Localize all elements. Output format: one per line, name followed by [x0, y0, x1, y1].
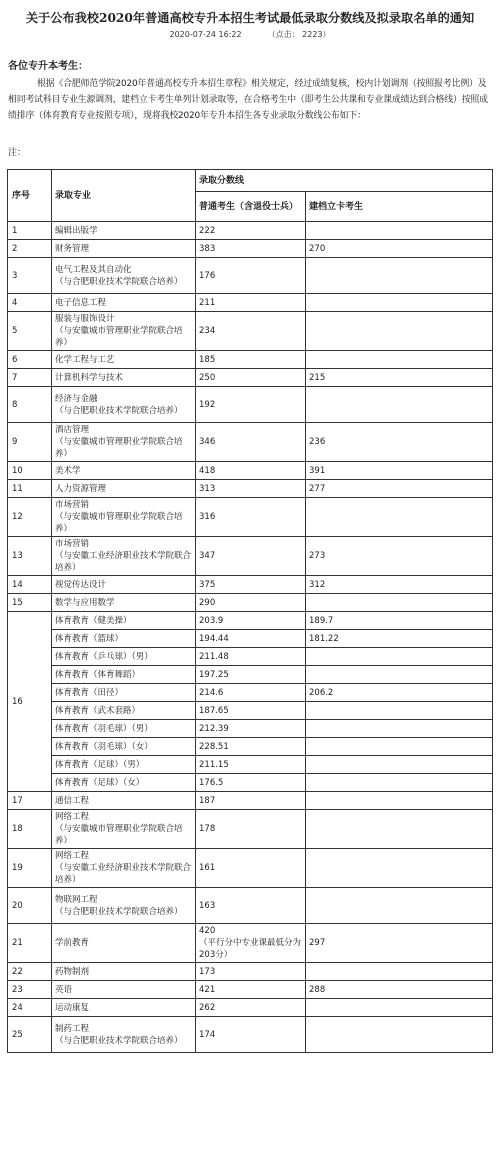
note-label: 注：: [8, 148, 27, 158]
row-regular-score: 174: [196, 1017, 306, 1053]
table-row: [8, 999, 493, 1017]
row-regular-score: 420 （平行分中专业课最低分为203分）: [196, 924, 306, 963]
row-poverty-score: [306, 999, 493, 1017]
table-row: [8, 240, 493, 258]
row-poverty-score: 288: [306, 981, 493, 999]
table-row: [8, 537, 493, 576]
row-seq: 18: [8, 810, 52, 849]
table-row: [8, 738, 493, 756]
row-seq: 17: [8, 792, 52, 810]
score-table-body: [8, 170, 493, 1053]
row-poverty-score: [306, 720, 493, 738]
row-seq: 2: [8, 240, 52, 258]
row-regular-score: 187: [196, 792, 306, 810]
row-poverty-score: [306, 888, 493, 924]
row-major: 药物制剂: [52, 963, 196, 981]
row-seq: 15: [8, 594, 52, 612]
row-seq: 14: [8, 576, 52, 594]
row-seq: 20: [8, 888, 52, 924]
header-regular: 普通考生（含退役士兵）: [196, 192, 306, 222]
row-seq: 23: [8, 981, 52, 999]
row-major: 体育教育（武术套路）: [52, 702, 196, 720]
row-poverty-score: [306, 312, 493, 351]
row-seq: 6: [8, 351, 52, 369]
row-seq: 8: [8, 387, 52, 423]
table-row: [8, 423, 493, 462]
row-regular-score: 421: [196, 981, 306, 999]
row-poverty-score: 215: [306, 369, 493, 387]
page-title: 关于公布我校2020年普通高校专升本招生考试最低录取分数线及拟录取名单的通知: [25, 11, 475, 25]
row-poverty-score: 312: [306, 576, 493, 594]
row-regular-score: 290: [196, 594, 306, 612]
table-row: [8, 720, 493, 738]
row-regular-score: 163: [196, 888, 306, 924]
row-seq: 12: [8, 498, 52, 537]
row-poverty-score: 391: [306, 462, 493, 480]
row-poverty-score: [306, 738, 493, 756]
table-row: [8, 258, 493, 294]
table-row: [8, 810, 493, 849]
row-regular-score: 176.5: [196, 774, 306, 792]
row-seq: 3: [8, 258, 52, 294]
row-major: 经济与金融 （与合肥职业技术学院联合培养）: [52, 387, 196, 423]
row-major: 体育教育（羽毛球）（女）: [52, 738, 196, 756]
row-major: 体育教育（篮球）: [52, 630, 196, 648]
header-score-group: 录取分数线: [196, 170, 493, 192]
table-row: [8, 1017, 493, 1053]
row-major: 运动康复: [52, 999, 196, 1017]
table-row: [8, 963, 493, 981]
row-regular-score: 262: [196, 999, 306, 1017]
row-major: 体育教育（足球）（男）: [52, 756, 196, 774]
row-poverty-score: [306, 258, 493, 294]
row-major: 市场营销 （与安徽城市管理职业学院联合培养）: [52, 498, 196, 537]
row-regular-score: 313: [196, 480, 306, 498]
row-poverty-score: 270: [306, 240, 493, 258]
row-regular-score: 212.39: [196, 720, 306, 738]
row-regular-score: 187.65: [196, 702, 306, 720]
row-poverty-score: 189.7: [306, 612, 493, 630]
row-regular-score: 250: [196, 369, 306, 387]
table-row: [8, 498, 493, 537]
row-regular-score: 211: [196, 294, 306, 312]
table-row: [8, 294, 493, 312]
header-row-1: [8, 170, 493, 192]
row-major: 通信工程: [52, 792, 196, 810]
row-major: 财务管理: [52, 240, 196, 258]
row-major: 化学工程与工艺: [52, 351, 196, 369]
row-seq: 4: [8, 294, 52, 312]
table-row: [8, 480, 493, 498]
row-poverty-score: [306, 387, 493, 423]
row-poverty-score: [306, 594, 493, 612]
row-poverty-score: 273: [306, 537, 493, 576]
table-row: [8, 576, 493, 594]
row-seq: 25: [8, 1017, 52, 1053]
row-regular-score: 375: [196, 576, 306, 594]
header-seq: 序号: [8, 170, 52, 222]
row-major: 体育教育（田径）: [52, 684, 196, 702]
row-seq: 22: [8, 963, 52, 981]
row-regular-score: 173: [196, 963, 306, 981]
click-count: （点击： 2223）: [267, 30, 331, 39]
table-row: [8, 774, 493, 792]
row-poverty-score: [306, 1017, 493, 1053]
row-regular-score: 185: [196, 351, 306, 369]
table-row: [8, 924, 493, 963]
row-regular-score: 203.9: [196, 612, 306, 630]
row-regular-score: 214.6: [196, 684, 306, 702]
row-poverty-score: 181.22: [306, 630, 493, 648]
row-seq: 24: [8, 999, 52, 1017]
row-regular-score: 383: [196, 240, 306, 258]
row-regular-score: 346: [196, 423, 306, 462]
row-regular-score: 347: [196, 537, 306, 576]
table-row: [8, 630, 493, 648]
table-row: [8, 351, 493, 369]
row-seq: 19: [8, 849, 52, 888]
row-regular-score: 192: [196, 387, 306, 423]
row-major: 英语: [52, 981, 196, 999]
row-poverty-score: 236: [306, 423, 493, 462]
row-major: 编辑出版学: [52, 222, 196, 240]
row-major: 网络工程 （与安徽城市管理职业学院联合培养）: [52, 810, 196, 849]
row-poverty-score: [306, 294, 493, 312]
row-seq: 21: [8, 924, 52, 963]
row-poverty-score: [306, 849, 493, 888]
row-major: 制药工程 （与合肥职业技术学院联合培养）: [52, 1017, 196, 1053]
row-major: 体育教育（足球）（女）: [52, 774, 196, 792]
row-major: 服装与服饰设计 （与安徽城市管理职业学院联合培养）: [52, 312, 196, 351]
publish-date: 2020-07-24 16:22: [169, 30, 242, 39]
row-major: 市场营销 （与安徽工业经济职业技术学院联合培养）: [52, 537, 196, 576]
row-seq: 13: [8, 537, 52, 576]
table-row: [8, 369, 493, 387]
table-row: [8, 387, 493, 423]
row-poverty-score: 206.2: [306, 684, 493, 702]
table-row: [8, 702, 493, 720]
header-major: 录取专业: [52, 170, 196, 222]
table-row: [8, 612, 493, 630]
row-major: 人力资源管理: [52, 480, 196, 498]
row-major: 酒店管理 （与安徽城市管理职业学院联合培养）: [52, 423, 196, 462]
row-major: 体育教育（乒乓球）（男）: [52, 648, 196, 666]
row-poverty-score: [306, 222, 493, 240]
row-major: 体育教育（体育舞蹈）: [52, 666, 196, 684]
row-poverty-score: [306, 792, 493, 810]
row-regular-score: 316: [196, 498, 306, 537]
table-row: [8, 684, 493, 702]
header-poverty: 建档立卡考生: [306, 192, 493, 222]
table-row: [8, 222, 493, 240]
row-poverty-score: [306, 756, 493, 774]
row-poverty-score: 297: [306, 924, 493, 963]
row-major: 学前教育: [52, 924, 196, 963]
row-poverty-score: [306, 351, 493, 369]
greeting: 各位专升本考生：: [8, 61, 88, 72]
row-regular-score: 418: [196, 462, 306, 480]
row-poverty-score: [306, 963, 493, 981]
row-seq: 16: [8, 612, 52, 792]
row-regular-score: 234: [196, 312, 306, 351]
row-regular-score: 178: [196, 810, 306, 849]
row-major: 体育教育（羽毛球）（男）: [52, 720, 196, 738]
table-row: [8, 666, 493, 684]
table-row: [8, 756, 493, 774]
table-row: [8, 888, 493, 924]
row-major: 美术学: [52, 462, 196, 480]
table-row: [8, 981, 493, 999]
score-table: [7, 169, 493, 1053]
row-poverty-score: 277: [306, 480, 493, 498]
row-seq: 11: [8, 480, 52, 498]
row-seq: 5: [8, 312, 52, 351]
row-regular-score: 228.51: [196, 738, 306, 756]
row-regular-score: 194.44: [196, 630, 306, 648]
table-row: [8, 849, 493, 888]
table-row: [8, 312, 493, 351]
row-poverty-score: [306, 666, 493, 684]
row-major: 网络工程 （与安徽工业经济职业技术学院联合培养）: [52, 849, 196, 888]
row-major: 数学与应用数学: [52, 594, 196, 612]
table-row: [8, 594, 493, 612]
row-seq: 1: [8, 222, 52, 240]
row-major: 物联网工程 （与合肥职业技术学院联合培养）: [52, 888, 196, 924]
row-seq: 7: [8, 369, 52, 387]
row-regular-score: 176: [196, 258, 306, 294]
row-poverty-score: [306, 648, 493, 666]
row-regular-score: 222: [196, 222, 306, 240]
row-regular-score: 161: [196, 849, 306, 888]
table-row: [8, 648, 493, 666]
publish-meta: [0, 29, 500, 40]
row-major: 体育教育（健美操）: [52, 612, 196, 630]
row-seq: 9: [8, 423, 52, 462]
row-poverty-score: [306, 810, 493, 849]
row-regular-score: 197.25: [196, 666, 306, 684]
row-poverty-score: [306, 498, 493, 537]
row-poverty-score: [306, 774, 493, 792]
row-poverty-score: [306, 702, 493, 720]
row-seq: 10: [8, 462, 52, 480]
row-major: 电子信息工程: [52, 294, 196, 312]
row-major: 视觉传达设计: [52, 576, 196, 594]
row-major: 计算机科学与技术: [52, 369, 196, 387]
row-major: 电气工程及其自动化 （与合肥职业技术学院联合培养）: [52, 258, 196, 294]
table-row: [8, 792, 493, 810]
row-regular-score: 211.48: [196, 648, 306, 666]
intro-paragraph: 根据《合肥师范学院2020年普通高校专升本招生章程》相关规定，经过成绩复核，校内计划调剂（按照报考比例）及相同考试科目专业生源调剂，建档立卡考生单列计划录取等，在合格考生中（即考生公共课和专业课成绩达到合格线）按照成绩排序（体育教育专业按照专项），现将我校2020年专升本招生各专业录取分数线公布如下：: [8, 79, 488, 121]
table-row: [8, 462, 493, 480]
row-regular-score: 211.15: [196, 756, 306, 774]
